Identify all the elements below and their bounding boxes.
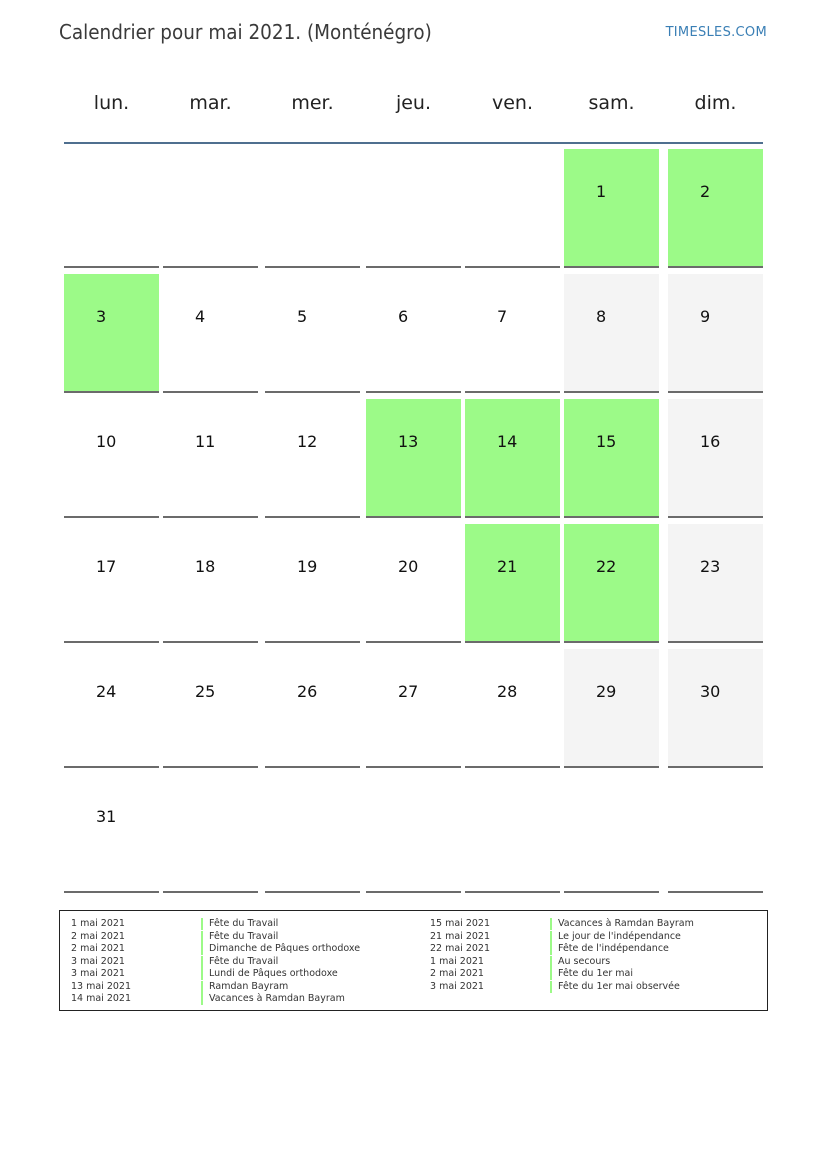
day-number: 7	[497, 307, 508, 326]
header-divider	[64, 142, 763, 144]
day-cell-14[interactable]	[465, 399, 560, 518]
day-number: 24	[96, 682, 117, 701]
day-number: 23	[700, 557, 721, 576]
day-cell-12[interactable]	[265, 399, 360, 518]
day-cell-24[interactable]	[64, 649, 159, 768]
day-number: 6	[398, 307, 409, 326]
day-number: 14	[497, 432, 518, 451]
weekday-label: mar.	[189, 92, 232, 114]
day-number: 29	[596, 682, 617, 701]
day-number: 21	[497, 557, 518, 576]
day-cell-19[interactable]	[265, 524, 360, 643]
weekday-label: ven.	[491, 92, 533, 114]
day-cell-6[interactable]	[366, 274, 461, 393]
empty-cell	[366, 774, 461, 893]
day-cell-21[interactable]	[465, 524, 560, 643]
empty-cell	[366, 149, 461, 268]
day-cell-1[interactable]	[564, 149, 659, 268]
day-number: 4	[195, 307, 206, 326]
day-cell-16[interactable]	[668, 399, 763, 518]
day-number: 12	[297, 432, 318, 451]
page-title: Calendrier pour mai 2021. (Monténégro)	[59, 20, 432, 44]
day-cell-13[interactable]	[366, 399, 461, 518]
day-number: 13	[398, 432, 419, 451]
day-number: 31	[96, 807, 117, 826]
legend-date: 3 mai 2021	[71, 968, 125, 979]
weekday-label: jeu.	[395, 92, 432, 114]
day-number: 19	[297, 557, 318, 576]
empty-cell	[265, 774, 360, 893]
day-number: 9	[700, 307, 711, 326]
legend-holiday-name: Vacances à Ramdan Bayram	[201, 993, 345, 1005]
legend-holiday-name: Dimanche de Pâques orthodoxe	[201, 943, 360, 955]
day-number: 11	[195, 432, 216, 451]
legend-date: 3 mai 2021	[430, 980, 484, 992]
day-cell-29[interactable]	[564, 649, 659, 768]
empty-cell	[564, 774, 659, 893]
legend-holiday-name: Fête de l'indépendance	[550, 943, 669, 955]
day-number: 10	[96, 432, 117, 451]
empty-cell	[265, 149, 360, 268]
day-cell-4[interactable]	[163, 274, 258, 393]
day-cell-23[interactable]	[668, 524, 763, 643]
day-number: 15	[596, 432, 617, 451]
day-cell-11[interactable]	[163, 399, 258, 518]
legend-date: 2 mai 2021	[71, 930, 125, 942]
day-cell-28[interactable]	[465, 649, 560, 768]
legend-date: 21 mai 2021	[430, 930, 491, 942]
legend-date: 22 mai 2021	[430, 943, 491, 954]
day-cell-2[interactable]	[668, 149, 763, 268]
day-cell-5[interactable]	[265, 274, 360, 393]
legend-date: 3 mai 2021	[71, 955, 125, 967]
day-cell-25[interactable]	[163, 649, 258, 768]
day-cell-8[interactable]	[564, 274, 659, 393]
day-cell-17[interactable]	[64, 524, 159, 643]
day-number: 28	[497, 682, 518, 701]
weekday-label: dim.	[694, 92, 737, 114]
legend-holiday-name: Ramdan Bayram	[201, 981, 288, 993]
holiday-legend	[59, 910, 768, 1011]
day-cell-22[interactable]	[564, 524, 659, 643]
day-cell-20[interactable]	[366, 524, 461, 643]
empty-cell	[163, 774, 258, 893]
day-number: 3	[96, 307, 107, 326]
empty-cell	[465, 149, 560, 268]
legend-date: 1 mai 2021	[71, 918, 125, 929]
legend-holiday-name: Au secours	[550, 956, 610, 968]
weekday-label: sam.	[588, 92, 635, 114]
legend-date: 2 mai 2021	[430, 968, 484, 979]
day-number: 30	[700, 682, 721, 701]
day-number: 25	[195, 682, 216, 701]
legend-holiday-name: Fête du 1er mai	[550, 968, 633, 980]
legend-holiday-name: Fête du Travail	[201, 918, 278, 930]
day-cell-3[interactable]	[64, 274, 159, 393]
weekday-label: mer.	[291, 92, 334, 114]
day-cell-15[interactable]	[564, 399, 659, 518]
empty-cell	[64, 149, 159, 268]
day-number: 5	[297, 307, 308, 326]
day-cell-7[interactable]	[465, 274, 560, 393]
empty-cell	[668, 774, 763, 893]
day-number: 22	[596, 557, 617, 576]
day-cell-9[interactable]	[668, 274, 763, 393]
legend-date: 14 mai 2021	[71, 993, 132, 1004]
legend-holiday-name: Fête du Travail	[201, 931, 278, 943]
day-number: 26	[297, 682, 318, 701]
day-number: 1	[596, 182, 607, 201]
day-cell-26[interactable]	[265, 649, 360, 768]
legend-date: 1 mai 2021	[430, 955, 484, 967]
day-cell-30[interactable]	[668, 649, 763, 768]
empty-cell	[465, 774, 560, 893]
day-number: 2	[700, 182, 711, 201]
legend-holiday-name: Lundi de Pâques orthodoxe	[201, 968, 338, 980]
legend-holiday-name: Fête du 1er mai observée	[550, 981, 680, 993]
empty-cell	[163, 149, 258, 268]
day-cell-18[interactable]	[163, 524, 258, 643]
day-cell-10[interactable]	[64, 399, 159, 518]
day-number: 8	[596, 307, 607, 326]
brand-link[interactable]: TIMESLES.COM	[665, 25, 767, 40]
day-cell-27[interactable]	[366, 649, 461, 768]
day-number: 18	[195, 557, 216, 576]
legend-holiday-name: Fête du Travail	[201, 956, 278, 968]
legend-holiday-name: Vacances à Ramdan Bayram	[550, 918, 694, 930]
day-number: 20	[398, 557, 419, 576]
legend-holiday-name: Le jour de l'indépendance	[550, 931, 681, 943]
day-number: 17	[96, 557, 117, 576]
day-number: 16	[700, 432, 721, 451]
legend-date: 13 mai 2021	[71, 980, 132, 992]
legend-date: 2 mai 2021	[71, 943, 125, 954]
day-cell-31[interactable]	[64, 774, 159, 893]
day-number: 27	[398, 682, 419, 701]
legend-date: 15 mai 2021	[430, 918, 491, 929]
weekday-label: lun.	[93, 92, 130, 114]
